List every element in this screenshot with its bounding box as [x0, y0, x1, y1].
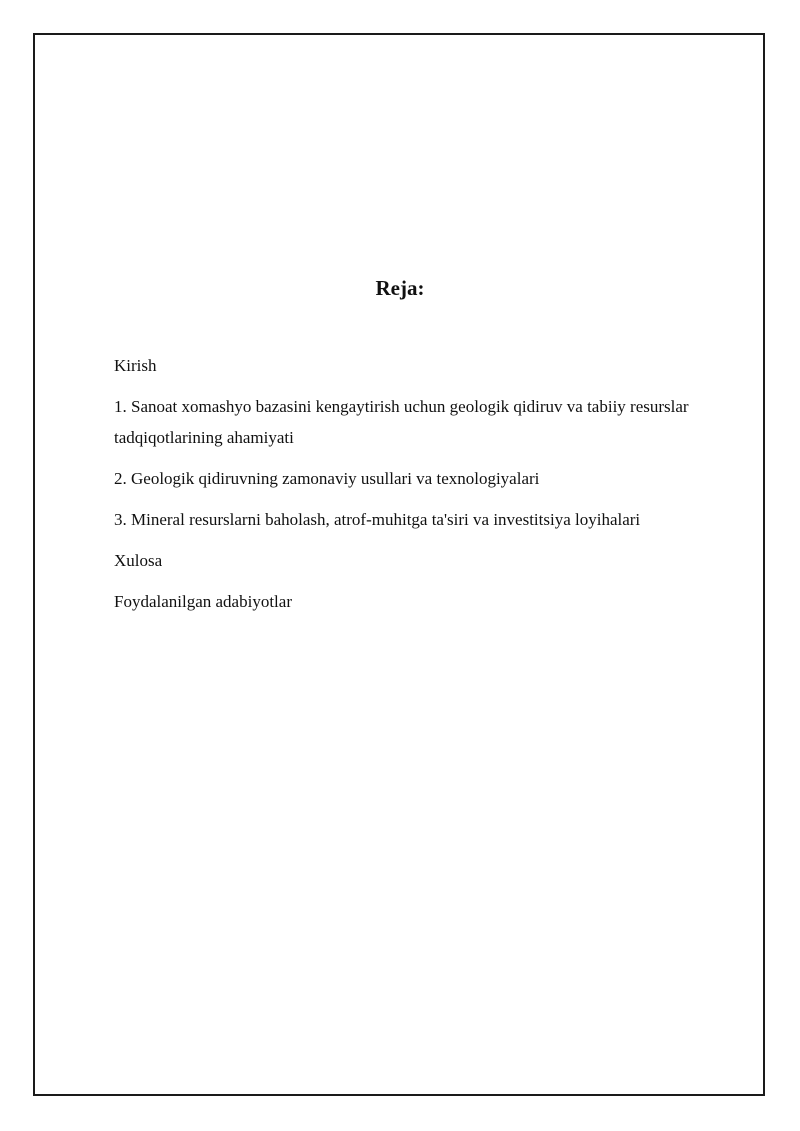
toc-item-references: Foydalanilgan adabiyotlar [114, 592, 292, 611]
table-of-contents [114, 350, 714, 627]
toc-item-chapter-3: 3. Mineral resurslarni baholash, atrof-muhitga ta'siri va investitsiya loyihalari [114, 510, 641, 529]
toc-item-chapter-1: 1. Sanoat xomashyo bazasini kengaytirish uchun geologik qidiruv va tabiiy resurslar tadqiqotlarining ahamiyati [114, 397, 689, 447]
toc-item-conclusion: Xulosa [114, 551, 163, 570]
page-title: Reja: [375, 276, 425, 300]
toc-item-chapter-2: 2. Geologik qidiruvning zamonaviy usullari va texnologiyalari [114, 469, 540, 488]
toc-item-introduction: Kirish [114, 356, 157, 375]
